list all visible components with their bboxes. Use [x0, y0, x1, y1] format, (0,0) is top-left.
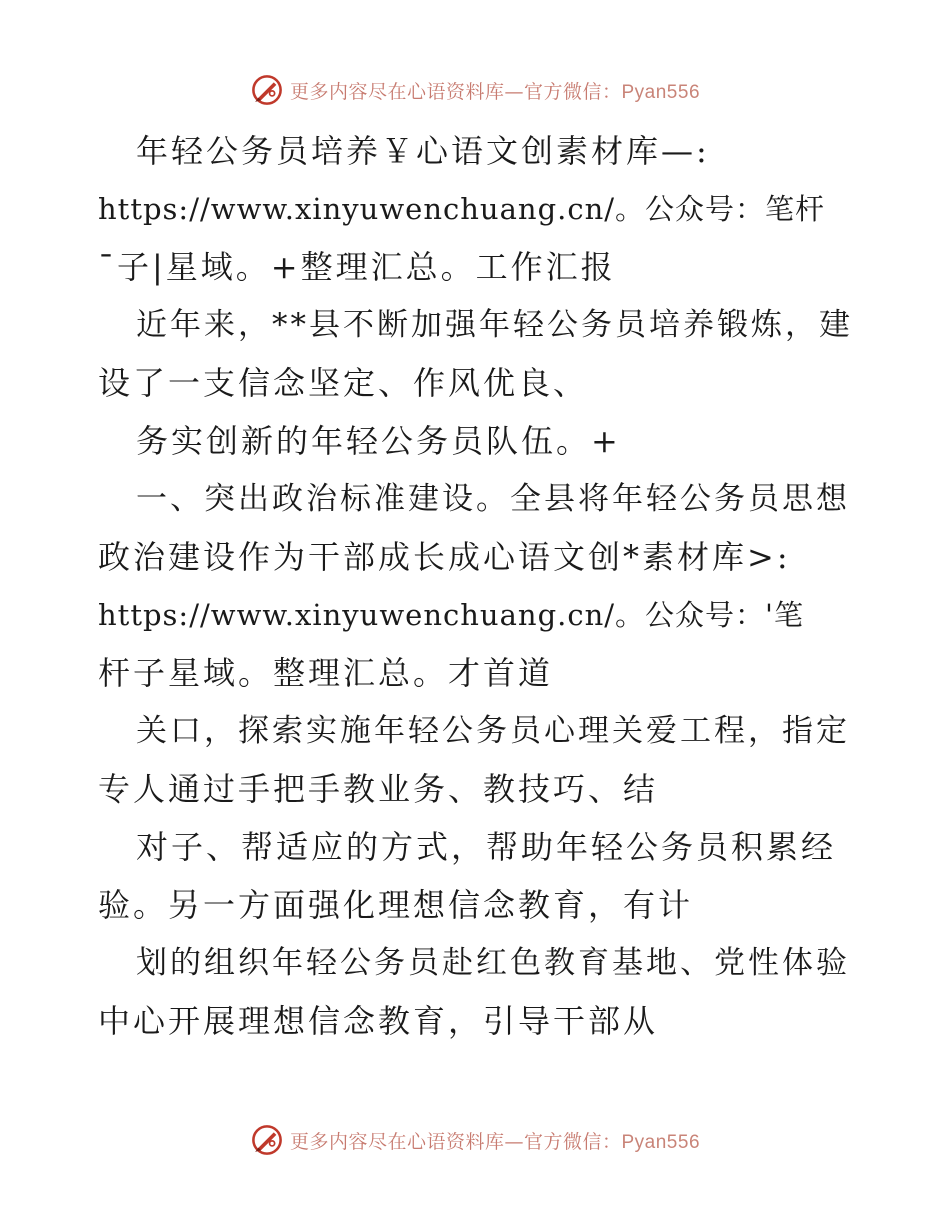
body-line: 政治建设作为干部成长成心语文创*素材库>: — [98, 538, 791, 576]
body-line: 关口，探索实施年轻公务员心理关爱工程，指定 — [136, 713, 850, 749]
body-line: 设了一支信念坚定、作风优良、 — [98, 364, 589, 402]
footer-watermark — [0, 1120, 950, 1160]
footer-watermark-text — [290, 1127, 700, 1154]
body-line: https://www.xinyuwenchuang.cn/。公众号：'笔 — [98, 598, 805, 632]
body-line: 务实创新的年轻公务员队伍。+ — [136, 422, 621, 460]
body-line: 划的组织年轻公务员赴红色教育基地、党性体验 — [136, 945, 850, 981]
header-wechat-label: 官方微信： — [523, 80, 622, 103]
body-line: 中心开展理想信念教育，引导干部从 — [98, 1002, 659, 1040]
footer-site-text: 更多内容尽在心语资料库 — [289, 1130, 505, 1153]
footer-separator: — — [504, 1130, 524, 1153]
body-line: 验。另一方面强化理想信念教育，有计 — [98, 886, 694, 924]
body-line: 专人通过手把手教业务、教技巧、结 — [98, 770, 659, 808]
body-line: 对子、帮适应的方式，帮助年轻公务员积累经 — [136, 828, 837, 866]
header-watermark-inner — [250, 73, 700, 107]
header-watermark-text — [290, 77, 700, 104]
body-line: https://www.xinyuwenchuang.cn/。公众号：笔杆 — [98, 192, 826, 226]
header-wechat-handle: Pyan556 — [621, 81, 701, 103]
header-site-text: 更多内容尽在心语资料库 — [289, 80, 505, 103]
body-line: ¯子|星域。+整理汇总。工作汇报 — [98, 248, 616, 286]
header-watermark — [0, 70, 950, 110]
body-line: 一、突出政治标准建设。全县将年轻公务员思想 — [136, 481, 850, 517]
pen-logo-icon — [250, 73, 284, 107]
footer-wechat-handle: Pyan556 — [621, 1131, 701, 1153]
body-line: 近年来，**县不断加强年轻公务员培养锻炼，建 — [136, 307, 853, 343]
body-line: 杆子星域。整理汇总。才首道 — [98, 654, 554, 692]
footer-watermark-inner — [250, 1123, 700, 1157]
header-separator: — — [504, 80, 524, 103]
body-line: 年轻公务员培养￥心语文创素材库—: — [136, 132, 710, 170]
footer-wechat-label: 官方微信： — [523, 1130, 622, 1153]
pen-logo-icon — [250, 1123, 284, 1157]
document-body — [98, 122, 868, 1050]
